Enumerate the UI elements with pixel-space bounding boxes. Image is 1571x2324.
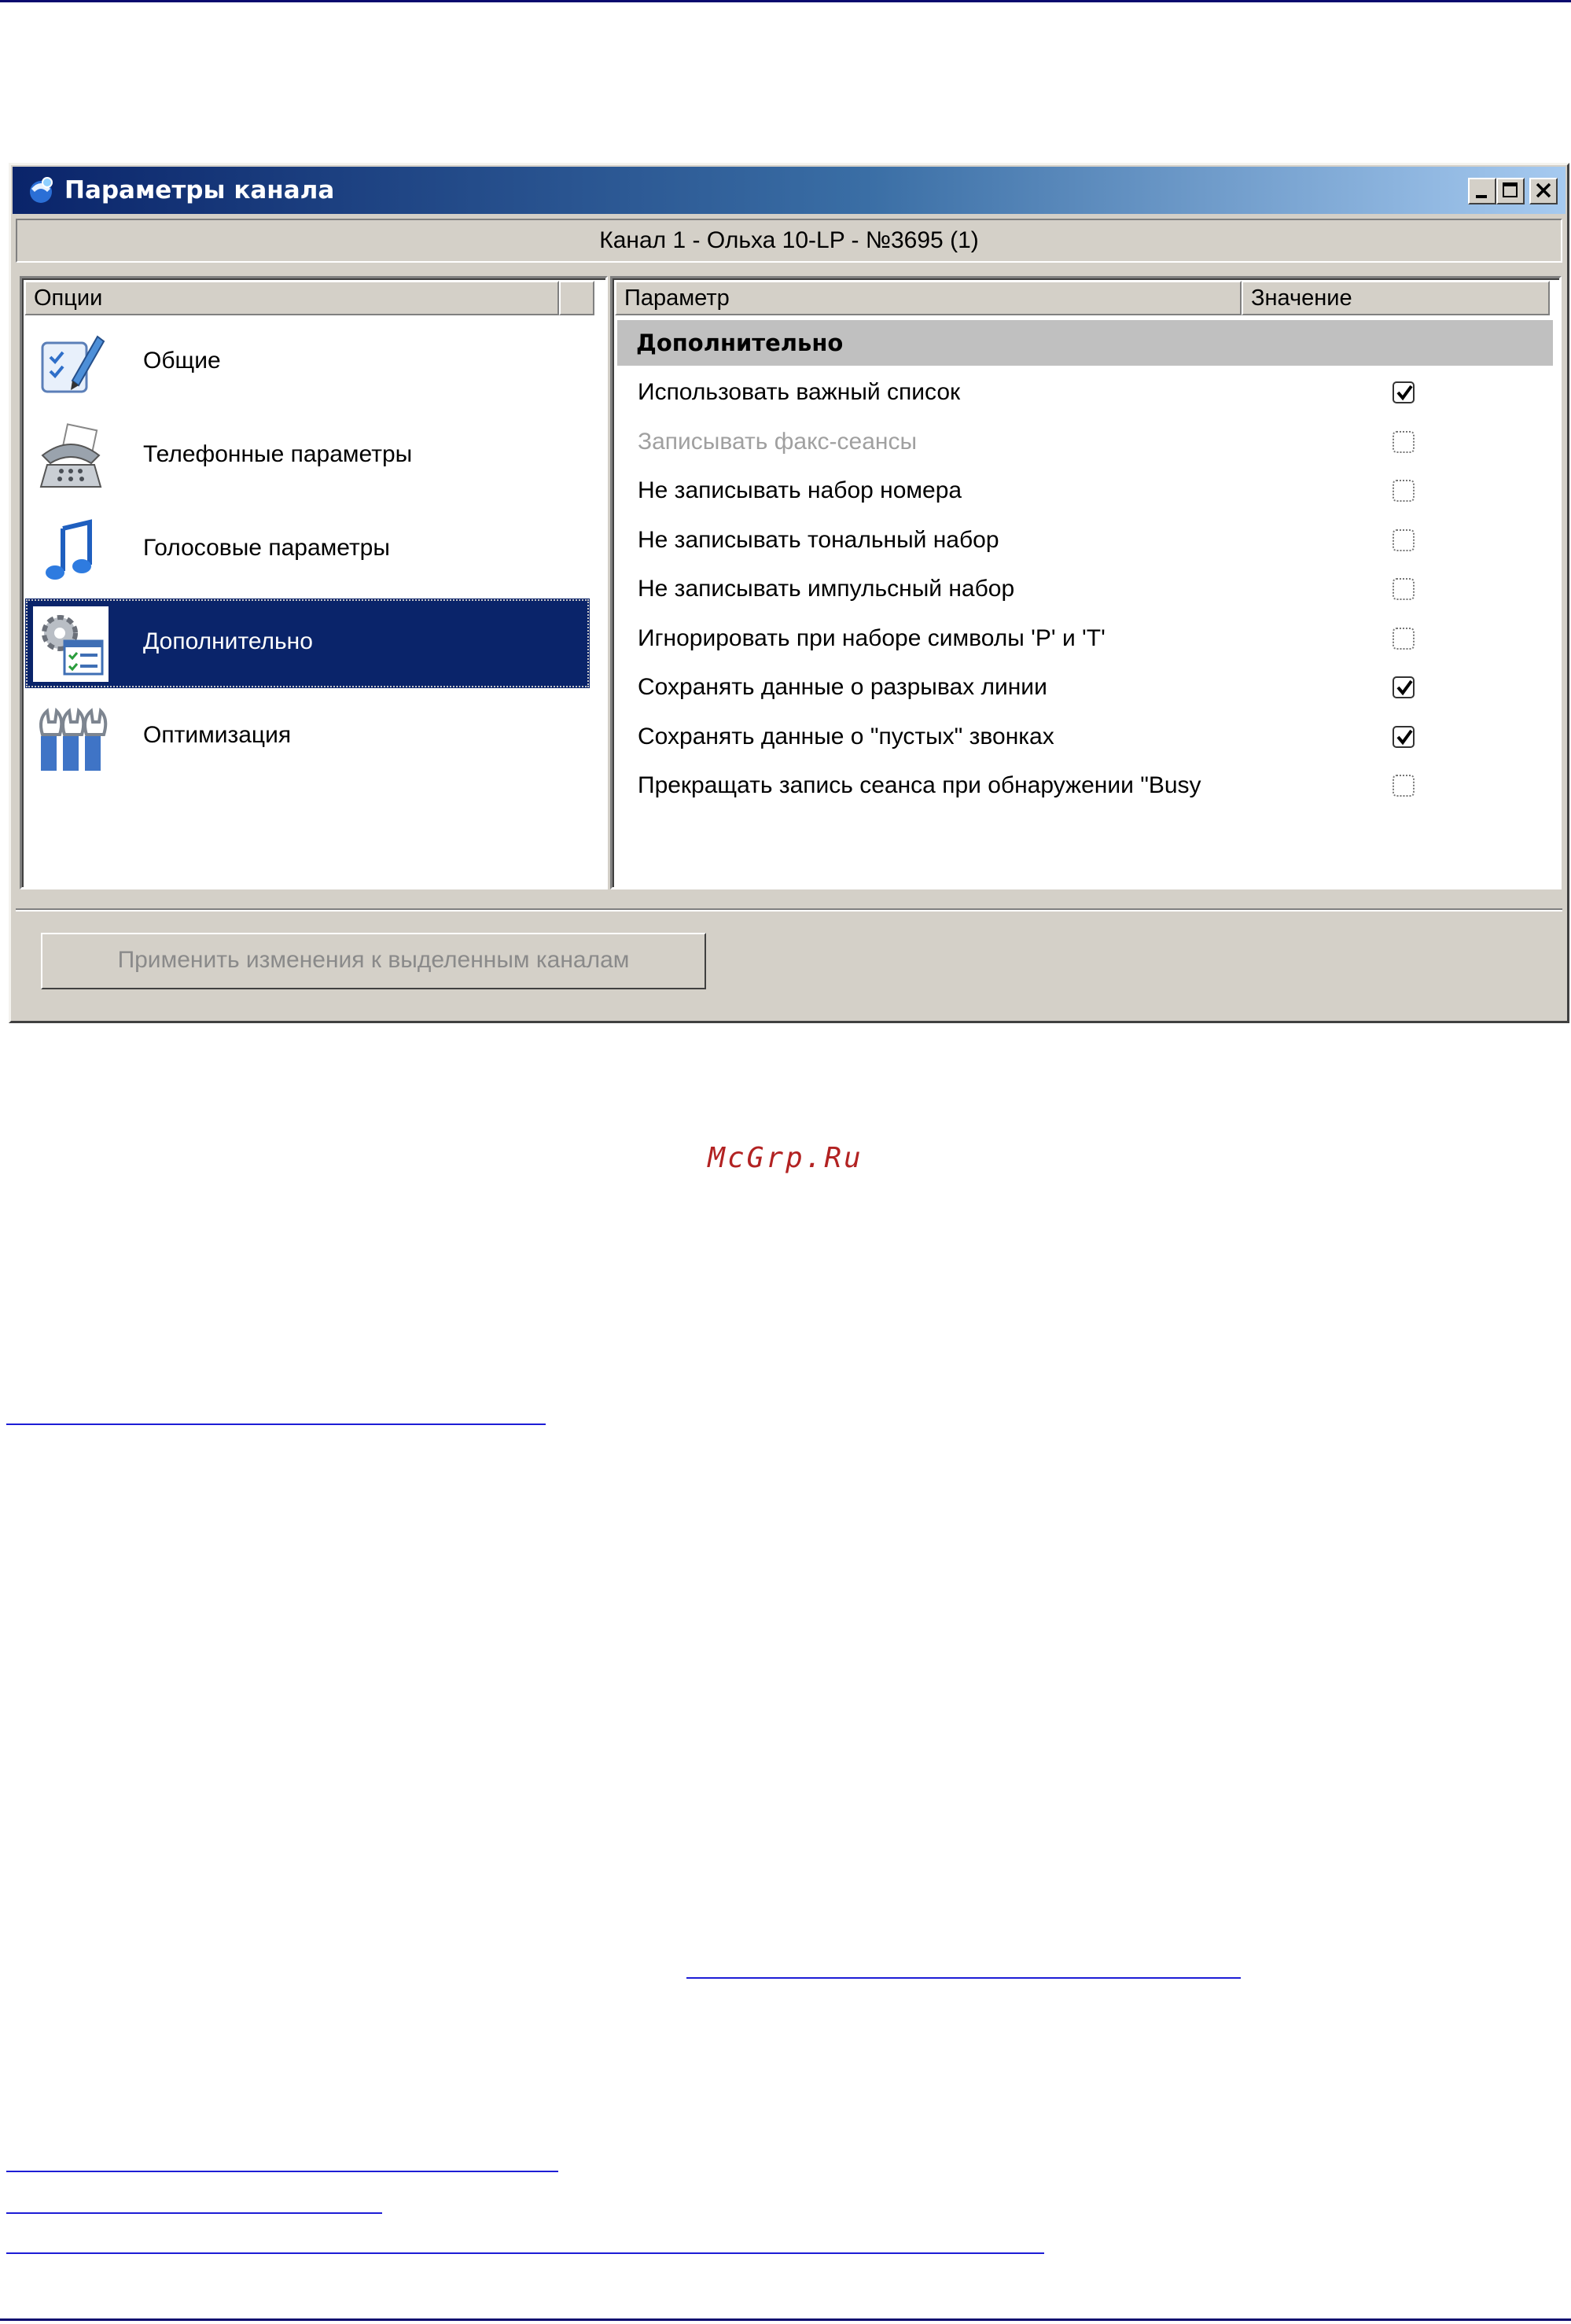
param-label: Не записывать импульсный набор	[638, 576, 1015, 602]
param-row-fax-sessions[interactable]	[638, 419, 1550, 465]
close-icon	[1531, 179, 1556, 203]
param-label: Игнорировать при наборе символы 'P' и 'T'	[638, 625, 1106, 651]
param-checkbox[interactable]	[1393, 578, 1415, 600]
parameters-panel	[610, 276, 1562, 889]
param-label: Не записывать набор номера	[638, 477, 962, 503]
link-underline[interactable]	[6, 1423, 546, 1425]
param-checkbox[interactable]	[1393, 676, 1415, 698]
param-row-pulse-dialing[interactable]	[638, 566, 1550, 612]
nav-item-label: Голосовые параметры	[143, 535, 390, 561]
window-title: Параметры канала	[64, 176, 335, 204]
param-label: Сохранять данные о "пустых" звонках	[638, 724, 1054, 749]
param-row-stop-on-busy[interactable]	[638, 763, 1550, 808]
param-label: Использовать важный список	[638, 379, 961, 405]
music-note-icon	[33, 513, 109, 588]
phone-app-icon	[25, 175, 57, 206]
close-button[interactable]	[1529, 178, 1558, 204]
link-underline[interactable]	[686, 1977, 1241, 1979]
minimize-icon	[1470, 179, 1495, 203]
param-checkbox[interactable]	[1393, 775, 1415, 797]
nav-item-label: Оптимизация	[143, 722, 292, 748]
minimize-button[interactable]	[1468, 178, 1496, 204]
nav-item-advanced[interactable]	[25, 598, 590, 688]
param-checkbox[interactable]	[1393, 381, 1415, 403]
nav-item-general[interactable]	[25, 318, 590, 407]
top-rule	[0, 0, 1571, 2]
link-underline[interactable]	[6, 2252, 1044, 2254]
checklist-pen-icon	[33, 326, 109, 401]
apply-to-selected-button[interactable]: Применить изменения к выделенным каналам	[41, 933, 706, 989]
param-checkbox[interactable]	[1393, 628, 1415, 650]
param-label: Прекращать запись сеанса при обнаружении "Busy	[638, 772, 1201, 798]
param-row-empty-calls[interactable]	[638, 714, 1550, 760]
param-row-dialing[interactable]	[638, 468, 1550, 514]
nav-item-voice[interactable]	[25, 505, 590, 595]
bottom-separator	[16, 908, 1562, 912]
maximize-icon	[1498, 179, 1523, 203]
param-row-tone-dialing[interactable]	[638, 517, 1550, 563]
nav-item-label: Дополнительно	[143, 628, 313, 654]
checkmark-icon	[1395, 383, 1414, 402]
channel-caption: Канал 1 - Ольха 10-LP - №3695 (1)	[16, 219, 1562, 263]
param-checkbox[interactable]	[1393, 431, 1415, 453]
options-header[interactable]: Опции	[24, 281, 559, 315]
group-header: Дополнительно	[617, 320, 1553, 366]
gears-list-icon	[33, 606, 109, 682]
link-underline[interactable]	[6, 2171, 558, 2172]
column-header-parameter[interactable]: Параметр	[615, 281, 1242, 315]
link-underline[interactable]	[6, 2212, 382, 2214]
options-panel	[20, 276, 608, 889]
param-label: Не записывать тональный набор	[638, 527, 999, 553]
options-header-spacer	[559, 281, 594, 315]
nav-item-phone[interactable]	[25, 411, 590, 501]
nav-item-optimization[interactable]	[25, 692, 590, 782]
nav-item-label: Телефонные параметры	[143, 441, 413, 467]
param-row-line-breaks[interactable]	[638, 665, 1550, 710]
param-checkbox[interactable]	[1393, 529, 1415, 551]
param-row-ignore-pt[interactable]	[638, 616, 1550, 661]
param-label: Сохранять данные о разрывах линии	[638, 674, 1047, 700]
nav-item-label: Общие	[143, 348, 221, 374]
param-row-important-list[interactable]	[638, 370, 1550, 415]
wrenches-icon	[33, 700, 109, 775]
column-header-value[interactable]: Значение	[1242, 281, 1550, 315]
channel-parameters-window	[9, 163, 1569, 1023]
checkmark-icon	[1395, 678, 1414, 697]
bottom-rule	[0, 2318, 1571, 2321]
param-checkbox[interactable]	[1393, 726, 1415, 748]
maximize-button[interactable]	[1496, 178, 1525, 204]
fax-phone-icon	[33, 419, 109, 495]
watermark: McGrp.Ru	[708, 1142, 863, 1174]
param-checkbox[interactable]	[1393, 480, 1415, 502]
param-label: Записывать факс-сеансы	[638, 429, 918, 455]
title-bar[interactable]	[13, 167, 1565, 214]
checkmark-icon	[1395, 727, 1414, 746]
